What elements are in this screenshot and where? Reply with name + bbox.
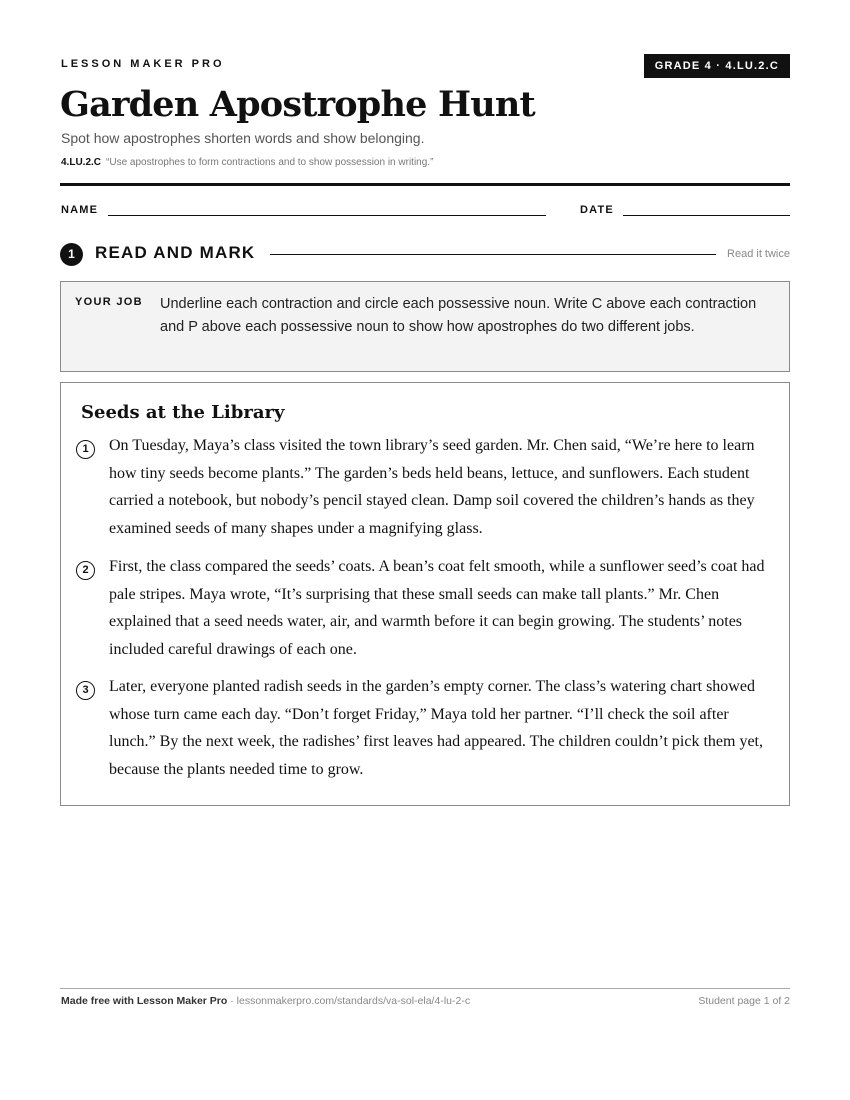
header-divider [60,183,790,186]
section-note: Read it twice [727,248,790,260]
paragraph-number: 2 [76,561,95,580]
standard-text: “Use apostrophes to form contractions and to show possession in writing.” [106,157,434,168]
worksheet-subtitle: Spot how apostrophes shorten words and show belonging. [61,130,425,146]
grade-badge: GRADE 4 · 4.LU.2.C [644,54,790,78]
name-field[interactable] [108,215,546,216]
date-field[interactable] [623,215,790,216]
paragraph-text[interactable]: On Tuesday, Maya’s class visited the town library’s seed garden. Mr. Chen said, “We’re here to learn how tiny seeds become plants.” The garden’s beds held beans, lettuce, and sunflowers. Each student carried a notebook, but nobody’s pencil stayed clean. Damp soil covered the children’s hands as they examined seeds of many shapes under a magnifying glass. [109,437,755,537]
standard-code: 4.LU.2.C [61,157,102,168]
instructions-box [60,281,790,372]
footer-url[interactable]: · lessonmakerpro.com/standards/va-sol-ela/4-lu-2-c [227,995,471,1007]
section-divider [270,254,716,255]
paragraph-number: 1 [76,440,95,459]
paragraph-text[interactable]: First, the class compared the seeds’ coats. A bean’s coat felt smooth, while a sunflower seed’s coat had pale stripes. Maya wrote, “It’s surprising that these small seeds can make tall plants.” Mr. Chen explained that a seed needs water, air, and warmth before it can begin growing. The students’ notes included careful drawings of each one. [109,558,765,658]
paragraph-number: 3 [76,681,95,700]
name-label: NAME [61,204,99,216]
section-number-badge: 1 [60,243,83,266]
date-label: DATE [580,204,614,216]
paragraph-text[interactable]: Later, everyone planted radish seeds in the garden’s empty corner. The class’s watering chart showed whose turn came each day. “Don’t forget Friday,” Maya told her partner. “I’ll check the soil after lunch.” By the next week, the radishes’ first leaves had appeared. The children couldn’t pick them yet, because the plants needed time to grow. [109,678,763,778]
instructions-label: YOUR JOB [75,296,143,308]
passage-title: Seeds at the Library [81,402,285,423]
worksheet-title: Garden Apostrophe Hunt [60,84,535,125]
instructions-text: Underline each contraction and circle each possessive noun. Write C above each contraction and P above each possessive noun to show how apostrophes do two different jobs. [160,296,757,335]
page-indicator: Student page 1 of 2 [698,995,790,1007]
reading-passage [60,382,790,806]
section-title: READ AND MARK [95,243,256,262]
footer-divider [60,988,790,989]
footer-credit [61,995,470,1007]
standard-line [61,157,433,168]
brand-name: LESSON MAKER PRO [61,58,225,70]
footer-made-with: Made free with Lesson Maker Pro [61,995,228,1007]
